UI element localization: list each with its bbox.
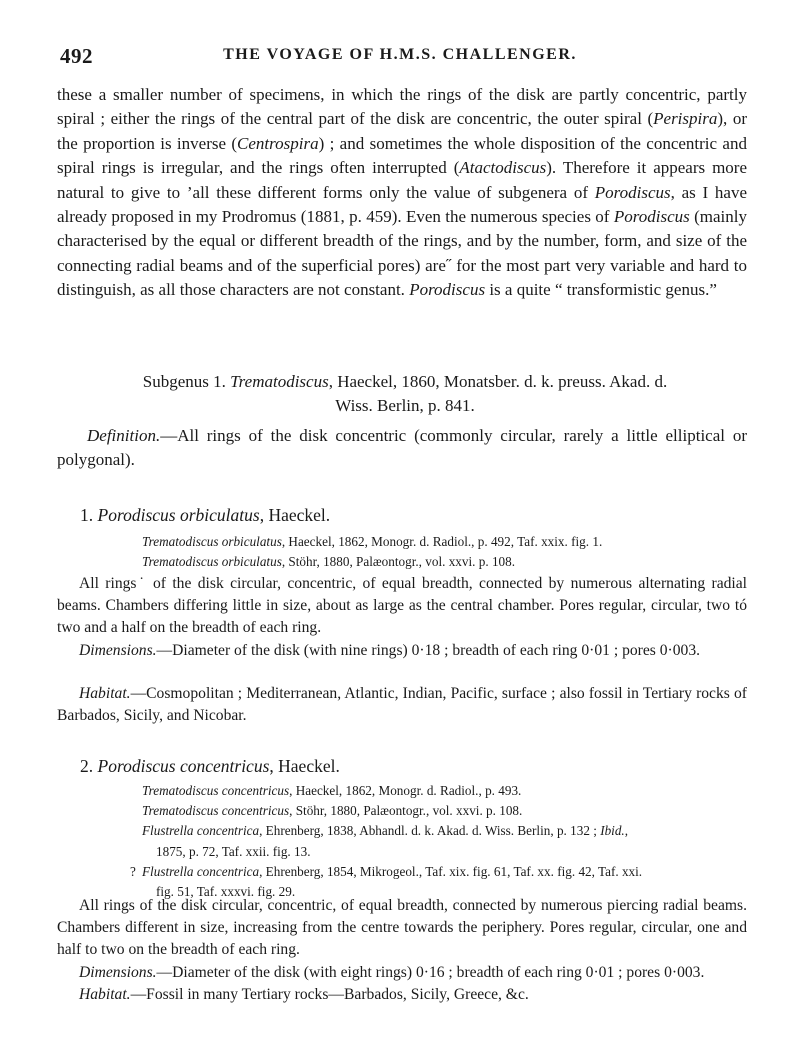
subgenus-line-1: Subgenus 1. Trematodiscus, Haeckel, 1860, Monatsber. d. k. preuss. Akad. d.: [142, 372, 668, 391]
habitat-label: Habitat.: [79, 986, 131, 1003]
definition-label: Definition.: [87, 426, 161, 445]
reference-entry: ? Flustrella concentrica, Ehrenberg, 1854, Mikrogeol., Taf. xix. fig. 61, Taf. xx. fig. 42, Taf. xxi. fig. 51, Taf. xxxvi. fig. 29.: [130, 863, 643, 900]
species-1-dimensions: Dimensions.—Diameter of the disk (with nine rings) 0·18 ; breadth of each ring 0·01 ; pores 0·003.: [79, 642, 701, 659]
species-2-references: [130, 781, 747, 902]
species-1-habitat: Habitat.—Cosmopolitan ; Mediterranean, Atlantic, Indian, Pacific, surface ; also fossil in Tertiary rocks of Barbados, Sicily, and Nicobar.: [57, 685, 747, 725]
dimensions-label: Dimensions.: [79, 964, 157, 981]
reference-entry: Flustrella concentrica, Ehrenberg, 1838, Abhandl. d. k. Akad. d. Wiss. Berlin, p. 132 ; Ibid., 1875, p. 72, Taf. xxii. fig. 13.: [142, 823, 629, 859]
species-2-description: All rings of the disk circular, concentric, of equal breadth, connected by numerous piercing radial beams. Chambers different in size, increasing from the centre towards the periphery. Pores regular, circular, one and half to two on the breadth of each ring.: [57, 897, 747, 959]
subgenus-line-2: Wiss. Berlin, p. 841.: [335, 396, 475, 415]
species-heading-1: 1. Porodiscus orbiculatus, Haeckel.: [80, 505, 331, 525]
page-header: [60, 44, 740, 74]
habitat-label: Habitat.: [79, 685, 131, 702]
species-2-dimensions: Dimensions.—Diameter of the disk (with eight rings) 0·16 ; breadth of each ring 0·01 ; pores 0·003.: [79, 964, 705, 981]
species-2-habitat: Habitat.—Fossil in many Tertiary rocks—Barbados, Sicily, Greece, &c.: [79, 986, 529, 1003]
query-mark: ?: [130, 863, 136, 879]
subgenus-heading: [60, 370, 750, 418]
reference-entry: Trematodiscus concentricus, Haeckel, 1862, Monogr. d. Radiol., p. 493.: [142, 783, 522, 798]
intro-paragraph: these a smaller number of specimens, in which the rings of the disk are partly concentric, partly spiral ; either the rings of the central part of the disk are concentric, the outer spiral (Perispira), or the proportion is inverse (Centrospira) ; and sometimes the whole disposition of the concentric and spiral rings is irregular, and the rings often interrupted (Atactodiscus). Therefore it appears more natural to give to ’all these different forms only the value of subgenera of Porodiscus, as I have already proposed in my Prodromus (1881, p. 459). Even the numerous species of Porodiscus (mainly characterised by the equal or different breadth of the rings, and by the number, form, and size of the connecting radial beams and of the superficial pores) are˝ for the most part very variable and hard to distinguish, as all those characters are not constant. Porodiscus is a quite “ transformistic genus.”: [57, 85, 747, 300]
reference-entry: Trematodiscus orbiculatus, Stöhr, 1880, Palæontogr., vol. xxvi. p. 108.: [142, 554, 516, 570]
species-heading-2: 2. Porodiscus concentricus, Haeckel.: [80, 756, 340, 776]
dimensions-label: Dimensions.: [79, 642, 157, 659]
species-1-references: [142, 532, 747, 572]
reference-entry: Trematodiscus concentricus, Stöhr, 1880, Palæontogr., vol. xxvi. p. 108.: [142, 803, 523, 819]
definition-paragraph: Definition.—All rings of the disk concentric (commonly circular, rarely a little elliptical or polygonal).: [57, 426, 747, 470]
page-number: 492: [60, 44, 93, 68]
reference-entry: Trematodiscus orbiculatus, Haeckel, 1862, Monogr. d. Radiol., p. 492, Taf. xxix. fig. 1.: [142, 534, 603, 549]
running-title: THE VOYAGE OF H.M.S. CHALLENGER.: [223, 46, 577, 63]
species-1-description: All rings˙ of the disk circular, concentric, of equal breadth, connected by numerous alternating radial beams. Chambers differing little in size, about as large as the central chamber. Pores regular, circular, two tó two and a half on the breadth of each ring.: [57, 575, 747, 637]
